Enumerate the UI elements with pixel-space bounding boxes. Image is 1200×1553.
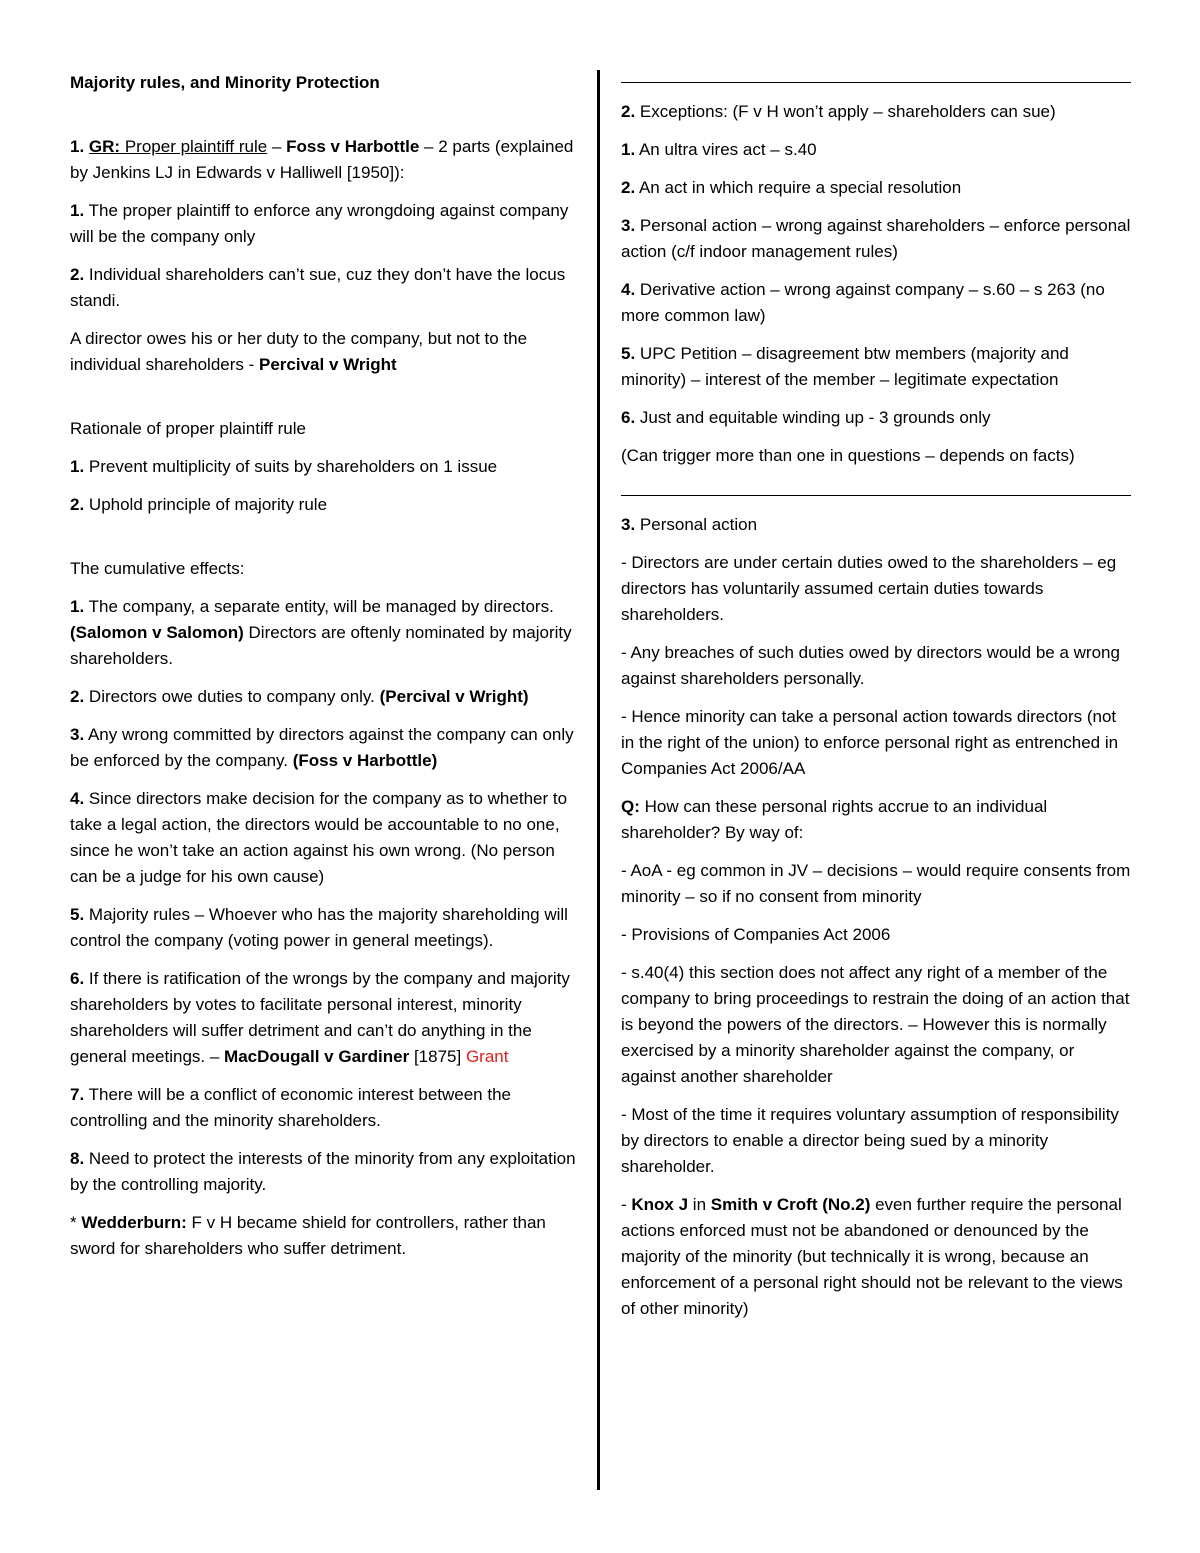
personal-action-point-3: - Hence minority can take a personal action towards directors (not in the right of the union) to enforce personal right as entrenched in Companies Act 2006/AA — [621, 707, 1119, 778]
exception-item-2: 2. An act in which require a special resolution — [621, 178, 962, 197]
cumulative-item-8: 8. Need to protect the interests of the minority from any exploitation by the controlling majority. — [70, 1149, 576, 1194]
right-column — [621, 82, 1131, 1334]
cumulative-item-2: 2. Directors owe duties to company only. (Percival v Wright) — [70, 687, 529, 706]
case-foss-v-harbottle: Foss v Harbottle — [286, 137, 420, 156]
exceptions-note: (Can trigger more than one in questions – depends on facts) — [621, 446, 1075, 465]
general-rule-paragraph: 1. GR: Proper plaintiff rule – Foss v Harbottle – 2 parts (explained by Jenkins LJ in Edwards v Halliwell [1950]): — [70, 137, 574, 182]
grant-annotation: Grant — [465, 1047, 509, 1066]
case-smith-v-croft: Smith v Croft (No.2) — [710, 1195, 871, 1214]
rationale-heading: Rationale of proper plaintiff rule — [70, 419, 306, 438]
section-rule-top — [621, 82, 1131, 83]
cumulative-item-1: 1. The company, a separate entity, will be managed by directors. (Salomon v Salomon) Directors are oftenly nominated by majority shareholders. — [70, 597, 572, 668]
rationale-item-1: 1. Prevent multiplicity of suits by shareholders on 1 issue — [70, 457, 498, 476]
cumulative-item-6: 6. If there is ratification of the wrongs by the company and majority shareholders by votes to facilitate personal interest, minority shareholders will suffer detriment and can’t do anything in the general meetings. – MacDougall v Gardiner [1875] Grant — [70, 969, 570, 1066]
personal-action-point-1: - Directors are under certain duties owed to the shareholders – eg directors has voluntarily assumed certain duties towards shareholders. — [621, 553, 1117, 624]
left-column — [70, 70, 582, 1274]
cumulative-item-7: 7. There will be a conflict of economic interest between the controlling and the minority shareholders. — [70, 1085, 511, 1130]
bullet-knox-j: - Knox J in Smith v Croft (No.2) even further require the personal actions enforced must not be abandoned or denounced by the majority of the minority (but technically it is wrong, because an enforcement of a personal right should not be relevant to the views of other minority) — [621, 1195, 1123, 1318]
cumulative-item-3: 3. Any wrong committed by directors against the company can only be enforced by the company. (Foss v Harbottle) — [70, 725, 574, 770]
personal-action-heading: 3. Personal action — [621, 515, 758, 534]
rule-part-2: 2. Individual shareholders can’t sue, cuz they don’t have the locus standi. — [70, 265, 566, 310]
column-divider — [597, 70, 600, 1490]
personal-action-point-2: - Any breaches of such duties owed by directors would be a wrong against shareholders personally. — [621, 643, 1120, 688]
case-percival-v-wright: Percival v Wright — [259, 355, 397, 374]
cumulative-item-4: 4. Since directors make decision for the company as to whether to take a legal action, the directors would be accountable to no one, since he won’t take an action against his own wrong. (No person can be a judge for his own cause) — [70, 789, 568, 886]
case-macdougall-v-gardiner: MacDougall v Gardiner — [224, 1047, 410, 1066]
exception-item-3: 3. Personal action – wrong against shareholders – enforce personal action (c/f indoor management rules) — [621, 216, 1131, 261]
cumulative-heading: The cumulative effects: — [70, 559, 245, 578]
bullet-provisions: - Provisions of Companies Act 2006 — [621, 925, 891, 944]
rationale-item-2: 2. Uphold principle of majority rule — [70, 495, 328, 514]
section-rule-middle — [621, 495, 1131, 496]
director-duty-paragraph: A director owes his or her duty to the company, but not to the individual shareholders - Percival v Wright — [70, 329, 528, 374]
exception-item-5: 5. UPC Petition – disagreement btw members (majority and minority) – interest of the member – legitimate expectation — [621, 344, 1069, 389]
bullet-s40-4: - s.40(4) this section does not affect any right of a member of the company to bring proceedings to restrain the doing of an action that is beyond the powers of the directors. – However this is normally exercised by a minority shareholder against the company, or against another shareholder — [621, 963, 1130, 1086]
general-rule-number: 1. — [70, 137, 85, 156]
bullet-aoa: - AoA - eg common in JV – decisions – would require consents from minority – so if no consent from minority — [621, 861, 1131, 906]
cumulative-item-5: 5. Majority rules – Whoever who has the majority shareholding will control the company (voting power in general meetings). — [70, 905, 568, 950]
question-paragraph: Q: How can these personal rights accrue to an individual shareholder? By way of: — [621, 797, 1048, 842]
bullet-voluntary-assumption: - Most of the time it requires voluntary assumption of responsibility by directors to enable a director being sued by a minority shareholder. — [621, 1105, 1119, 1176]
exceptions-heading: 2. Exceptions: (F v H won’t apply – shareholders can sue) — [621, 102, 1056, 121]
exception-item-6: 6. Just and equitable winding up - 3 grounds only — [621, 408, 991, 427]
document-title: Majority rules, and Minority Protection — [70, 73, 380, 92]
rule-part-1: 1. The proper plaintiff to enforce any wrongdoing against company will be the company only — [70, 201, 569, 246]
general-rule-label: GR: — [88, 137, 121, 156]
wedderburn-note: * Wedderburn: F v H became shield for controllers, rather than sword for shareholders who suffer detriment. — [70, 1213, 546, 1258]
exception-item-1: 1. An ultra vires act – s.40 — [621, 140, 817, 159]
proper-plaintiff-rule: Proper plaintiff rule — [124, 137, 268, 156]
exception-item-4: 4. Derivative action – wrong against company – s.60 – s 263 (no more common law) — [621, 280, 1105, 325]
